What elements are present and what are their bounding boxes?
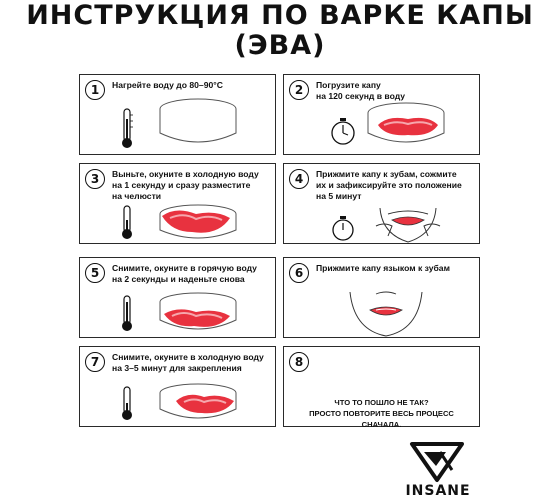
page-title: ИНСТРУКЦИЯ ПО ВАРКЕ КАПЫ [26,0,534,31]
thermometer-icon [122,109,133,148]
step-text: Прижмите капу языком к зубам [316,263,450,273]
thermometer-mouthguard-bowl-icon [80,347,277,428]
step-number: 3 [85,169,105,189]
step-card-3 [79,163,276,244]
step-card-5 [79,257,276,338]
thermometer-icon [122,387,132,420]
step-card-1 [79,74,276,155]
step-number: 8 [289,352,309,372]
stopwatch-icon [333,216,353,240]
stopwatch-face-mouthguard-icon [284,164,481,245]
stopwatch-icon [332,118,354,144]
step-text: Погрузите капу на 120 секунд в воду [316,80,406,101]
thermometer-bowl-icon [80,75,277,156]
thermometer-icon [122,206,132,239]
step-text: Нагрейте воду до 80–90°С [112,80,223,90]
thermometer-mouthguard-bowl-icon [80,258,277,339]
step-number: 5 [85,263,105,283]
step-text: Снимите, окуните в горячую воду на 2 секунды и наденьте снова [112,263,257,284]
step-card-7 [79,346,276,427]
step-text: ЧТО ТО ПОШЛО НЕ ТАК? ПРОСТО ПОВТОРИТЕ ВЕСЬ ПРОЦЕСС СНАЧАЛА. [309,398,454,429]
step-number: 2 [289,80,309,100]
step-text: Снимите, окуните в холодную воду на 3–5 минут для закрепления [112,352,264,373]
step-card-6 [283,257,480,338]
step-number: 7 [85,352,105,372]
thermometer-mouthguard-bowl-icon [80,164,277,245]
face-icon [350,292,422,336]
step-card-8 [283,346,480,427]
step-text: Прижмите капу к зубам, сожмите их и зафиксируйте это положение на 5 минут [316,169,462,201]
step-number: 6 [289,263,309,283]
step-text: Выньте, окуните в холодную воду на 1 секунду и сразу разместите на челюсти [112,169,259,201]
stopwatch-mouthguard-bowl-icon [284,75,481,156]
face-icon [376,208,440,242]
page-subtitle: (ЭВА) [234,30,326,61]
brand-name: INSANE [405,483,471,499]
step-card-4 [283,163,480,244]
step-card-2 [283,74,480,155]
step-number: 1 [85,80,105,100]
step-number: 4 [289,169,309,189]
bowl-icon [160,99,236,142]
face-mouthguard-icon [284,258,481,339]
thermometer-icon [122,296,132,331]
